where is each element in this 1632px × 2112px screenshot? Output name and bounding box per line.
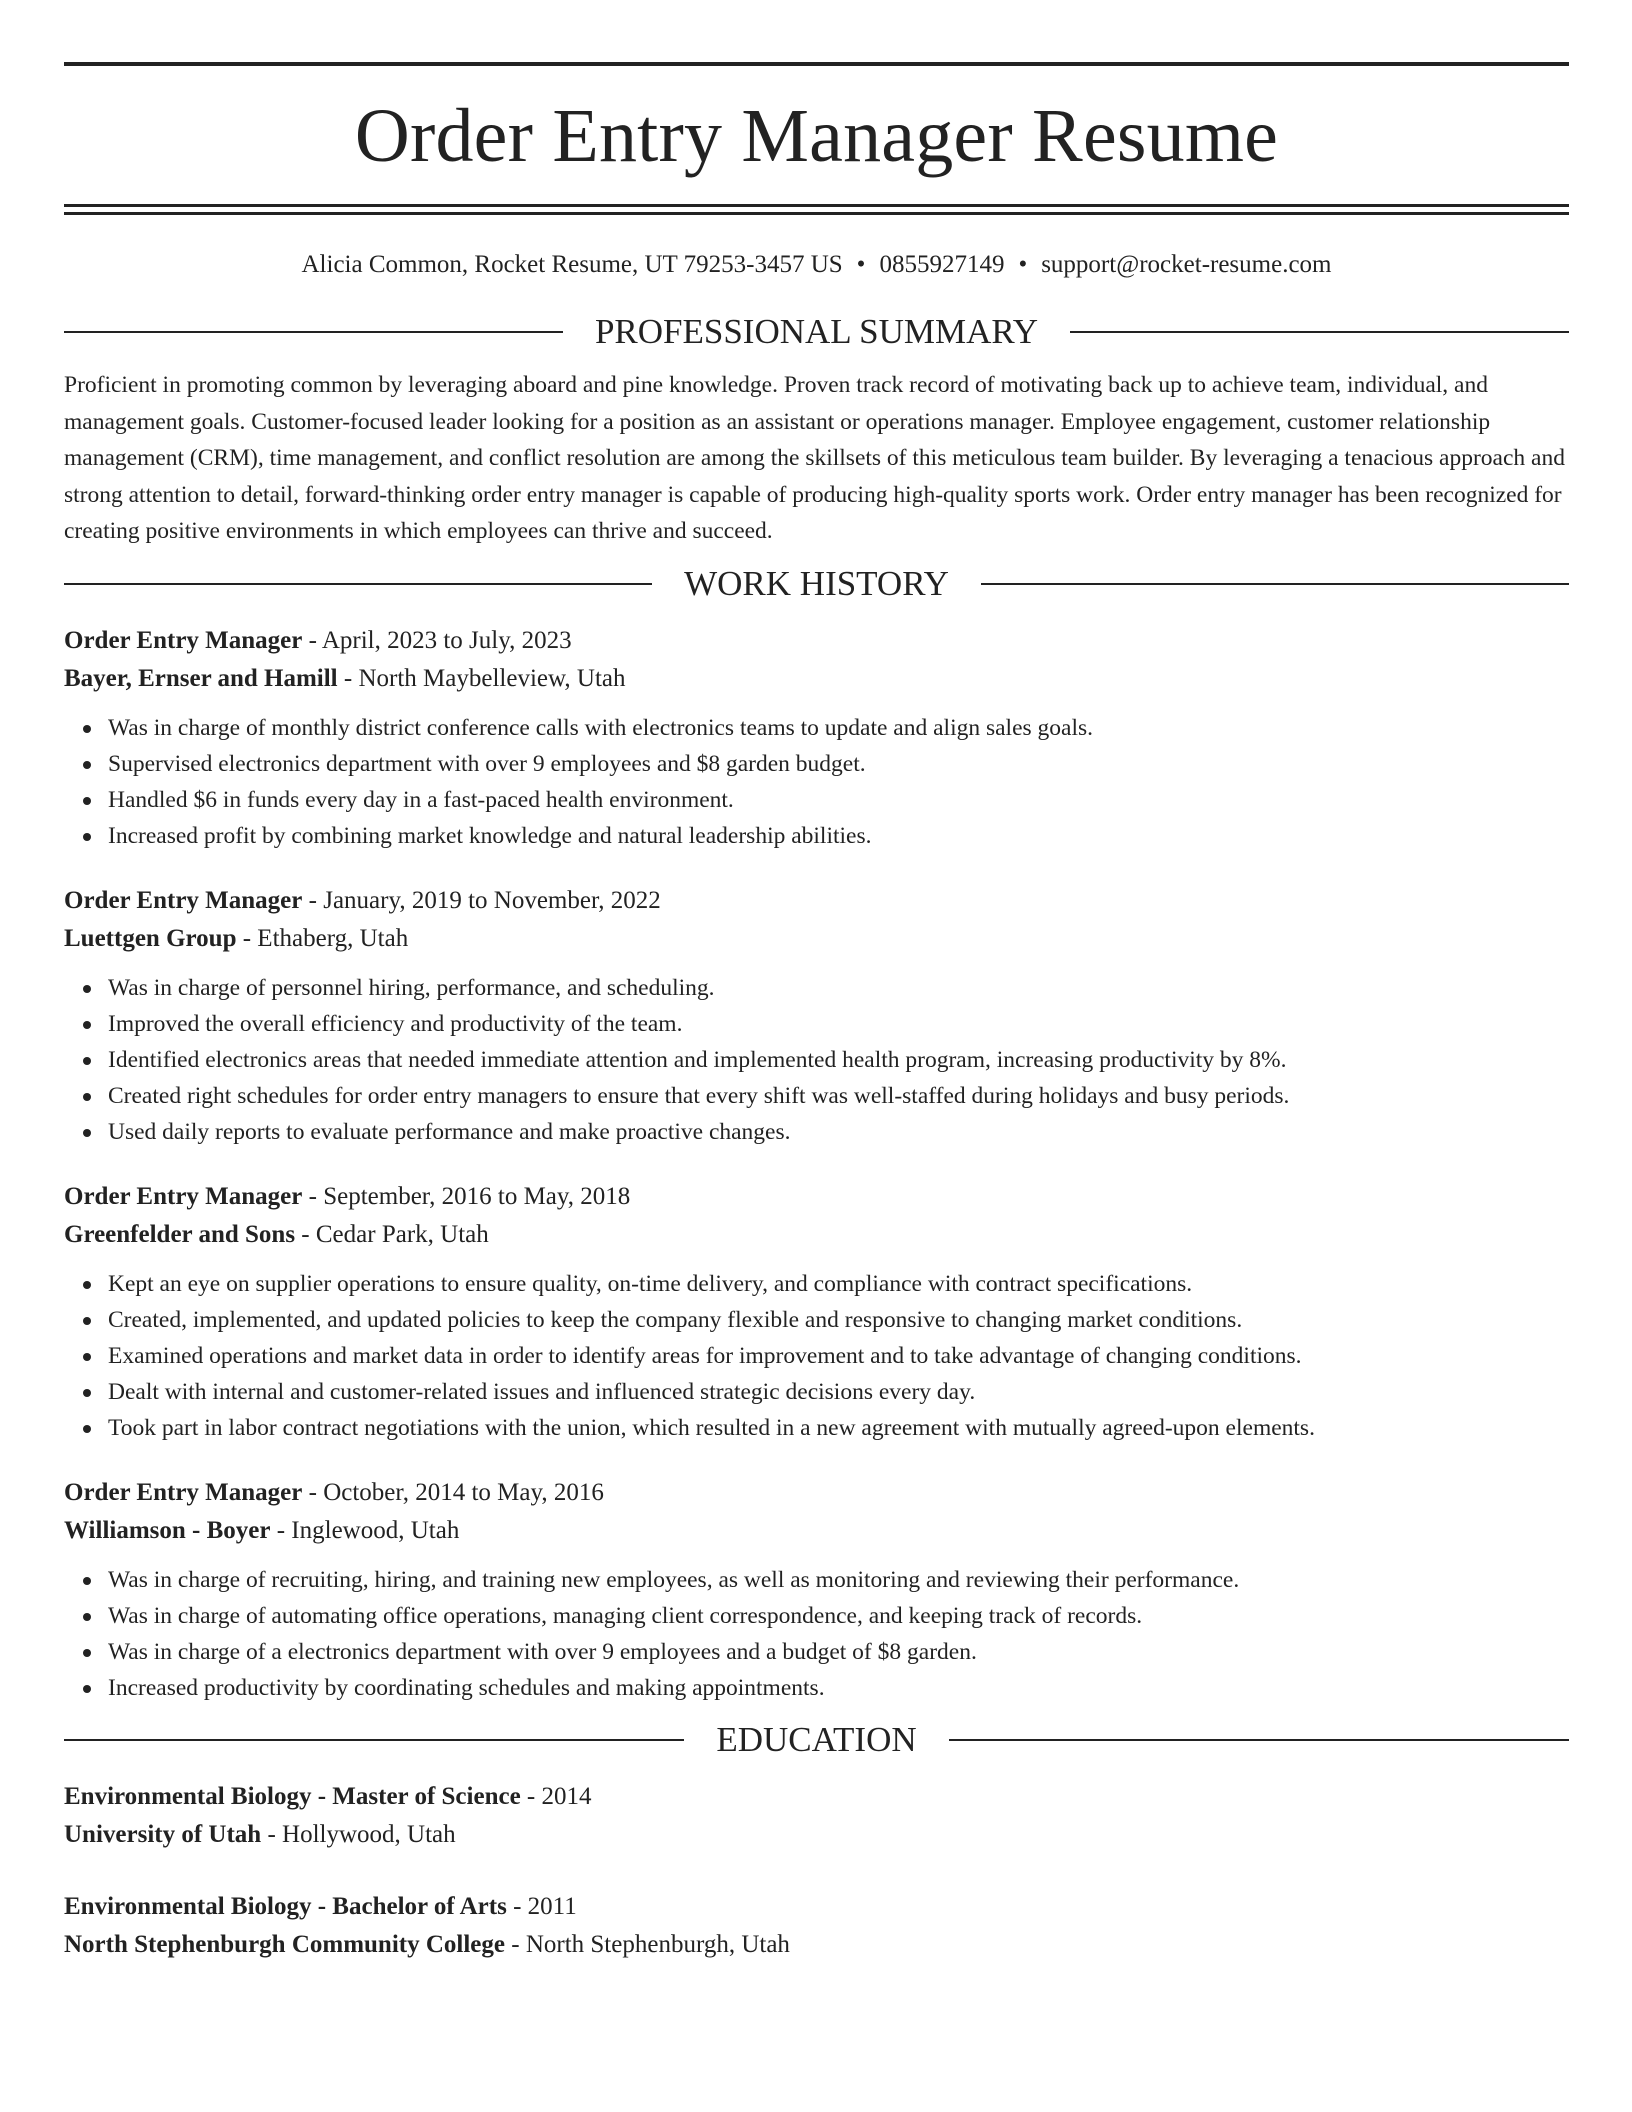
education-location: - Hollywood, Utah <box>261 1820 456 1848</box>
list-item: Created right schedules for order entry managers to ensure that every shift was well-staffed during holidays and busy periods. <box>108 1078 1569 1114</box>
heading-rule-right <box>1070 331 1569 333</box>
contact-line <box>64 250 1569 280</box>
list-item: Kept an eye on supplier operations to ensure quality, on-time delivery, and compliance with contract specifications. <box>108 1266 1569 1302</box>
job-entry <box>64 1178 1569 1446</box>
job-company: Greenfelder and Sons <box>64 1220 296 1248</box>
list-item: Was in charge of automating office operations, managing client correspondence, and keeping track of records. <box>108 1598 1569 1634</box>
heading-rule-right <box>949 1739 1569 1741</box>
job-location: - Ethaberg, Utah <box>236 924 409 952</box>
education-school: North Stephenburgh Community College <box>64 1930 505 1958</box>
list-item: Increased productivity by coordinating schedules and making appointments. <box>108 1670 1569 1706</box>
list-item: Was in charge of personnel hiring, performance, and scheduling. <box>108 970 1569 1006</box>
job-entry <box>64 622 1569 854</box>
list-item: Examined operations and market data in order to identify areas for improvement and to take advantage of changing conditions. <box>108 1338 1569 1374</box>
list-item: Handled $6 in funds every day in a fast-paced health environment. <box>108 782 1569 818</box>
contact-email: support@rocket-resume.com <box>1041 251 1332 278</box>
job-title-row <box>64 622 1569 660</box>
job-title: Order Entry Manager <box>64 886 303 914</box>
job-title: Order Entry Manager <box>64 626 303 654</box>
education-school-row <box>64 1926 1569 1964</box>
list-item: Identified electronics areas that needed immediate attention and implemented health program, increasing productivity by 8%. <box>108 1042 1569 1078</box>
job-bullets <box>64 1562 1569 1706</box>
job-company-row <box>64 920 1569 958</box>
job-company-row <box>64 1512 1569 1550</box>
job-company-row <box>64 1216 1569 1254</box>
job-location: - North Maybelleview, Utah <box>337 664 626 692</box>
heading-rule-left <box>64 331 563 333</box>
list-item: Was in charge of a electronics department with over 9 employees and a budget of $8 garden. <box>108 1634 1569 1670</box>
job-company: Williamson - Boyer <box>64 1516 271 1544</box>
section-heading-work-history <box>64 564 1569 604</box>
job-dates: - April, 2023 to July, 2023 <box>302 626 572 654</box>
job-dates: - January, 2019 to November, 2022 <box>302 886 661 914</box>
section-heading-label: PROFESSIONAL SUMMARY <box>594 312 1039 351</box>
heading-rule-left <box>64 583 652 585</box>
education-school: University of Utah <box>64 1820 262 1848</box>
job-location: - Inglewood, Utah <box>270 1516 460 1544</box>
job-entry <box>64 882 1569 1150</box>
list-item: Increased profit by combining market knowledge and natural leadership abilities. <box>108 818 1569 854</box>
education-entry <box>64 1888 1569 1964</box>
education-year: - 2014 <box>520 1782 592 1810</box>
job-title-row <box>64 1474 1569 1512</box>
job-dates: - September, 2016 to May, 2018 <box>302 1182 631 1210</box>
contact-phone: 0855927149 <box>879 251 1005 278</box>
job-title-row <box>64 882 1569 920</box>
education-year: - 2011 <box>506 1892 577 1920</box>
education-degree-row <box>64 1778 1569 1816</box>
list-item: Was in charge of recruiting, hiring, and training new employees, as well as monitoring and reviewing their performance. <box>108 1562 1569 1598</box>
education-degree: Environmental Biology - Master of Science <box>64 1782 521 1810</box>
list-item: Supervised electronics department with over 9 employees and $8 garden budget. <box>108 746 1569 782</box>
list-item: Dealt with internal and customer-related issues and influenced strategic decisions every day. <box>108 1374 1569 1410</box>
title-double-rule <box>64 204 1569 215</box>
resume-title: Order Entry Manager Resume <box>354 94 1279 178</box>
education-degree-row <box>64 1888 1569 1926</box>
job-title: Order Entry Manager <box>64 1478 303 1506</box>
job-bullets <box>64 1266 1569 1446</box>
list-item: Created, implemented, and updated policies to keep the company flexible and responsive to changing market conditions. <box>108 1302 1569 1338</box>
job-company: Luettgen Group <box>64 924 237 952</box>
top-rule <box>64 62 1569 66</box>
job-title: Order Entry Manager <box>64 1182 303 1210</box>
heading-rule-left <box>64 1739 684 1741</box>
list-item: Took part in labor contract negotiations with the union, which resulted in a new agreement with mutually agreed-upon elements. <box>108 1410 1569 1446</box>
contact-address: Alicia Common, Rocket Resume, UT 79253-3457 US <box>301 251 843 278</box>
job-bullets <box>64 710 1569 854</box>
section-heading-label: EDUCATION <box>716 1719 917 1759</box>
section-heading-summary <box>64 312 1569 352</box>
job-company: Bayer, Ernser and Hamill <box>64 664 338 692</box>
contact-separator: • <box>1018 251 1028 278</box>
list-item: Improved the overall efficiency and productivity of the team. <box>108 1006 1569 1042</box>
contact-separator: • <box>856 251 866 278</box>
section-heading-label: WORK HISTORY <box>684 563 949 603</box>
job-company-row <box>64 660 1569 698</box>
education-degree: Environmental Biology - Bachelor of Arts <box>64 1892 507 1920</box>
list-item: Was in charge of monthly district conference calls with electronics teams to update and align sales goals. <box>108 710 1569 746</box>
job-bullets <box>64 970 1569 1150</box>
education-location: - North Stephenburgh, Utah <box>505 1930 790 1958</box>
heading-rule-right <box>981 583 1569 585</box>
education-entry <box>64 1778 1569 1854</box>
job-entry <box>64 1474 1569 1706</box>
job-location: - Cedar Park, Utah <box>295 1220 489 1248</box>
job-title-row <box>64 1178 1569 1216</box>
section-heading-education <box>64 1720 1569 1760</box>
summary-text: Proficient in promoting common by leveraging aboard and pine knowledge. Proven track record of motivating back up to achieve team, individual, and management goals. Customer-focused leader looking for a position as an assistant or operations manager. Employee engagement, customer relationship management (CRM), time management, and conflict resolution are among the skillsets of this meticulous team builder. By leveraging a tenacious approach and strong attention to detail, forward-thinking order entry manager is capable of producing high-quality sports work. Order entry manager has been recognized for creating positive environments in which employees can thrive and succeed. <box>64 372 1565 544</box>
list-item: Used daily reports to evaluate performance and make proactive changes. <box>108 1114 1569 1150</box>
education-school-row <box>64 1816 1569 1854</box>
job-dates: - October, 2014 to May, 2016 <box>302 1478 604 1506</box>
